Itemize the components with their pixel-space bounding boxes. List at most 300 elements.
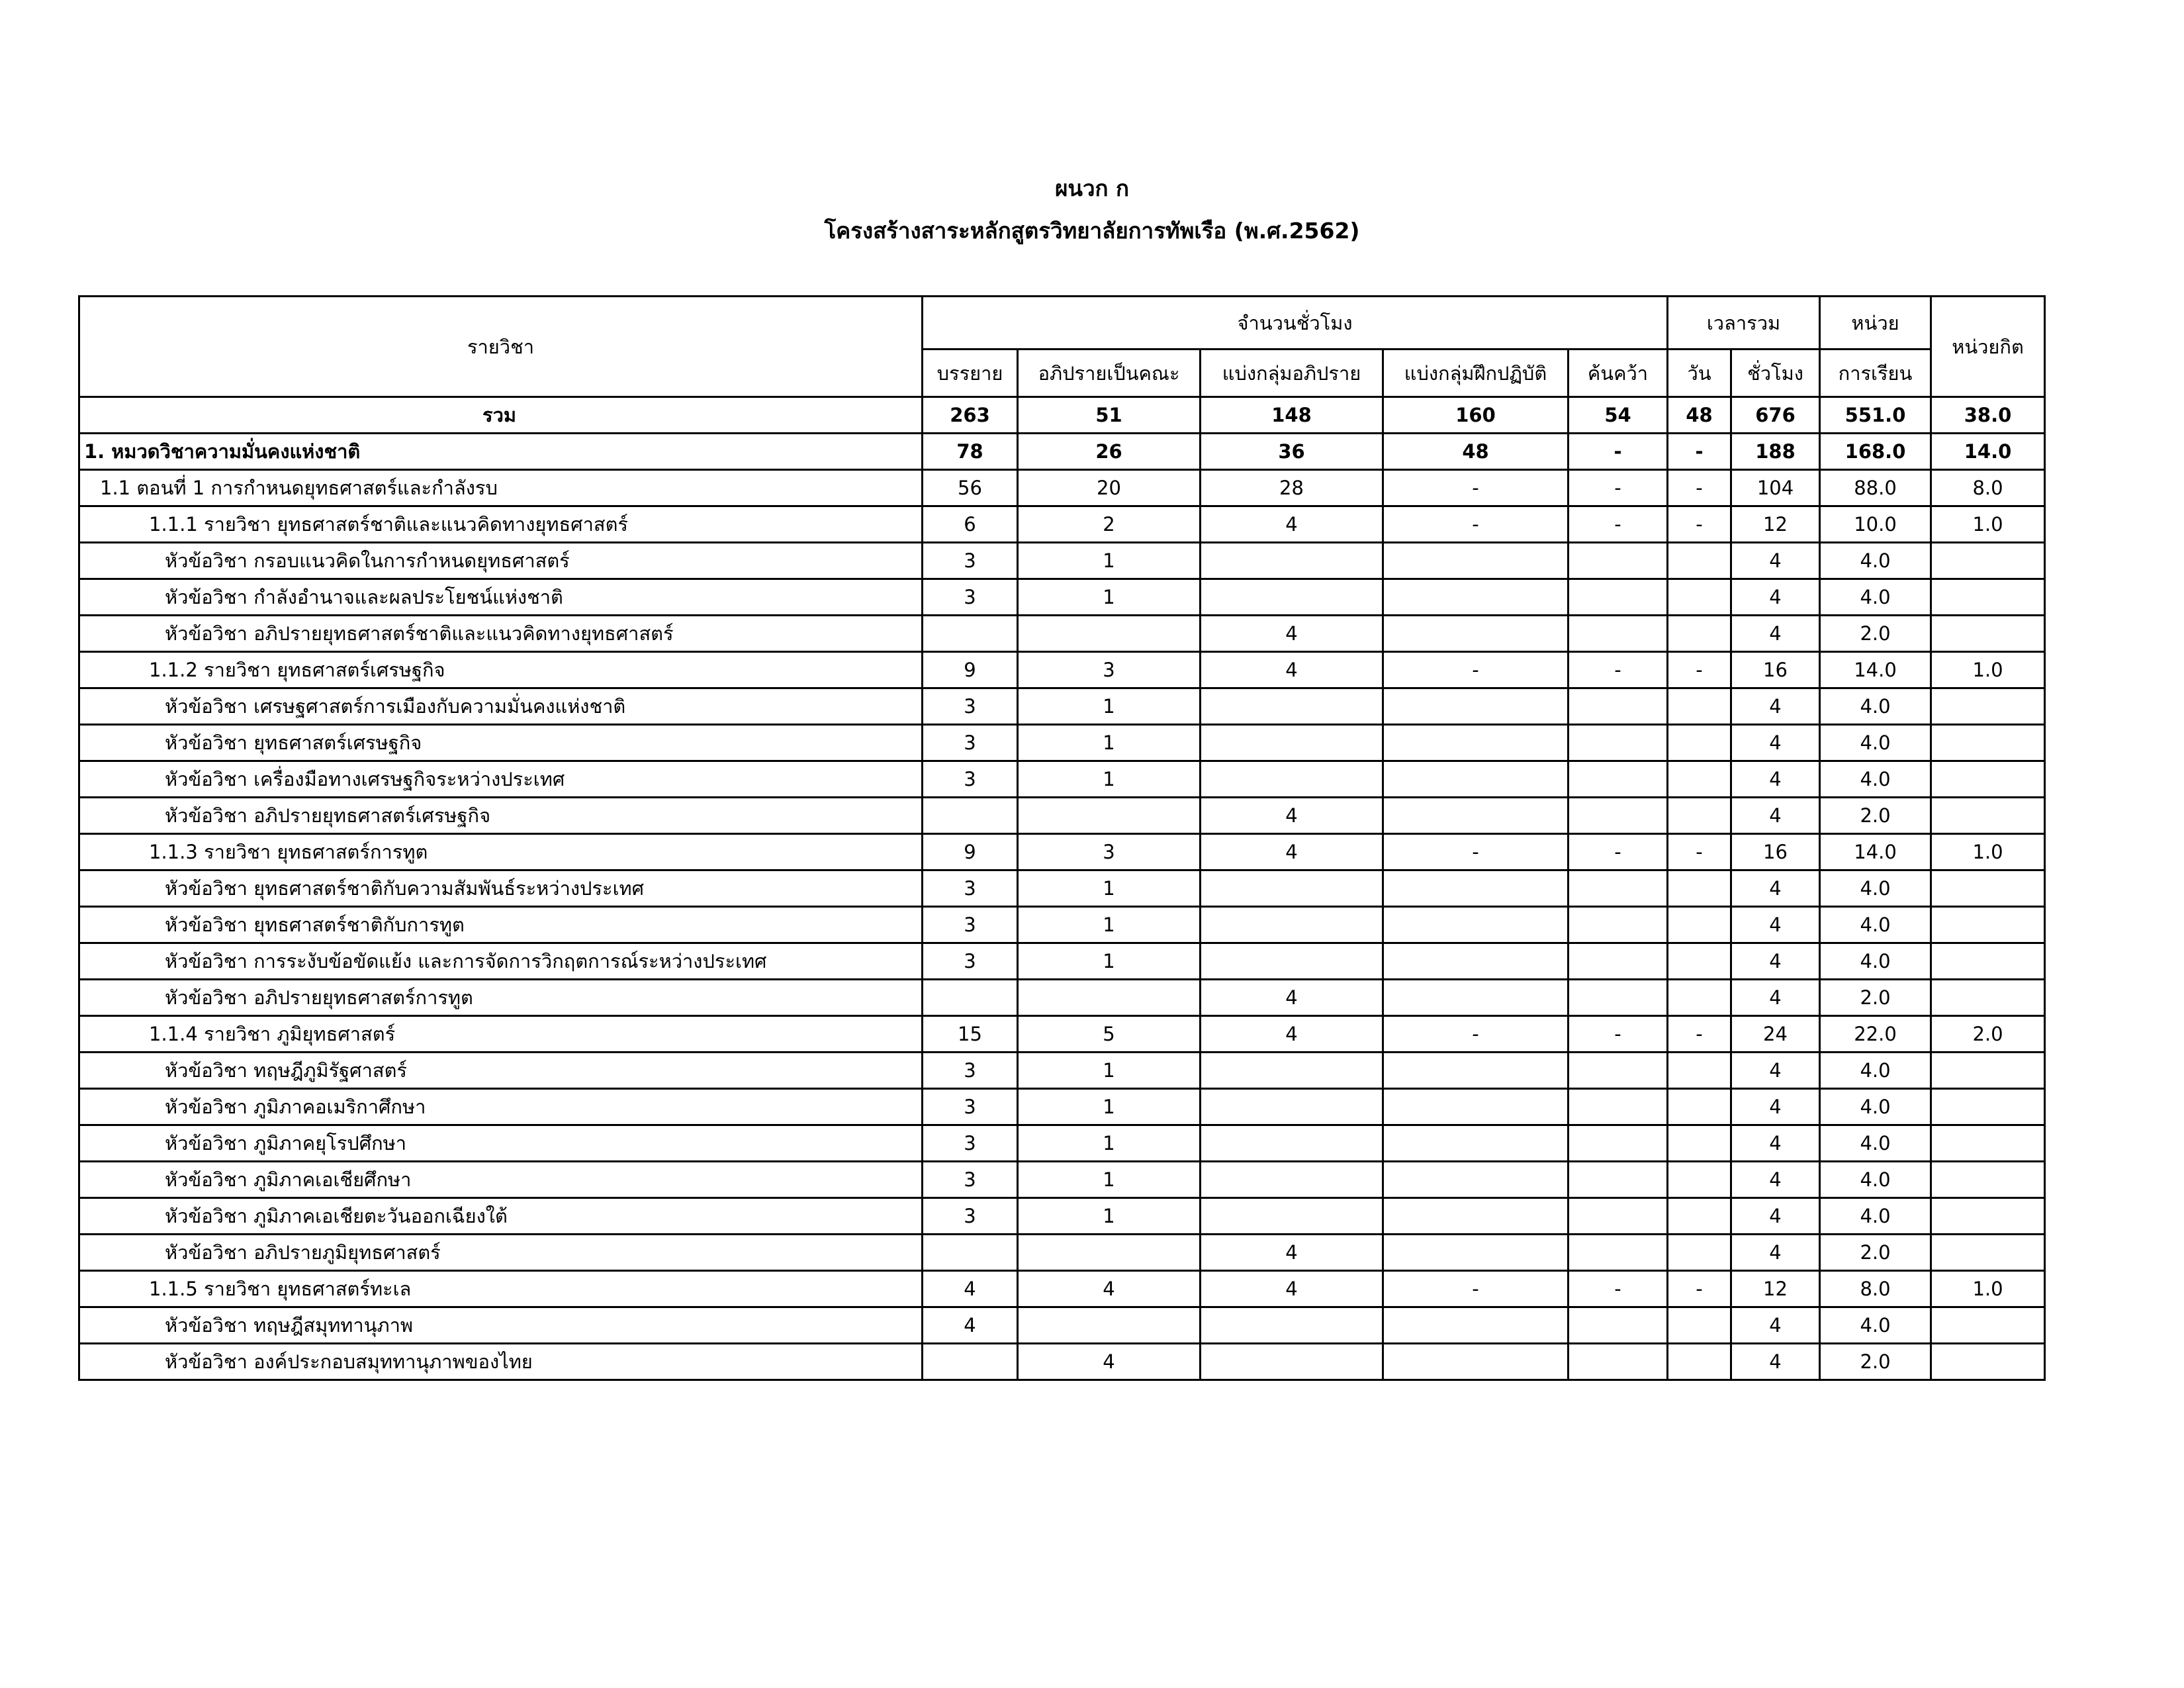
row-subject-cell: 1.1.1 รายวิชา ยุทธศาสตร์ชาติและแนวคิดทางยุทธศาสตร์ xyxy=(79,506,923,543)
header-subgroup-practice: แบ่งกลุ่มฝึกปฏิบัติ xyxy=(1383,350,1569,397)
cell-learning-units: 14.0 xyxy=(1820,652,1931,688)
table-row xyxy=(79,1016,2045,1053)
cell-days: - xyxy=(1668,1016,1731,1053)
cell-research xyxy=(1569,725,1668,761)
cell-subgroup-discussion xyxy=(1201,870,1383,907)
table-row xyxy=(79,1307,2045,1344)
cell-subgroup-discussion xyxy=(1201,1198,1383,1235)
cell-research xyxy=(1569,616,1668,652)
document-title: ผนวก ก xyxy=(1055,175,1129,201)
header-units-top: หน่วย xyxy=(1820,297,1931,350)
cell-days: 48 xyxy=(1668,397,1731,434)
cell-activity-units: 14.0 xyxy=(1931,434,2045,470)
cell-subgroup-practice xyxy=(1383,579,1569,616)
cell-subgroup-practice xyxy=(1383,1053,1569,1089)
cell-hours: 4 xyxy=(1731,943,1820,980)
cell-lecture xyxy=(923,1344,1018,1380)
row-subject-cell: หัวข้อวิชา ภูมิภาคเอเชียศึกษา xyxy=(79,1162,923,1198)
cell-hours: 104 xyxy=(1731,470,1820,506)
cell-activity-units xyxy=(1931,1053,2045,1089)
cell-lecture xyxy=(923,980,1018,1016)
cell-research xyxy=(1569,579,1668,616)
cell-research: - xyxy=(1569,434,1668,470)
cell-research: - xyxy=(1569,506,1668,543)
header-subject: รายวิชา xyxy=(79,297,923,397)
cell-subgroup-practice xyxy=(1383,1344,1569,1380)
cell-hours: 4 xyxy=(1731,688,1820,725)
cell-subgroup-discussion: 4 xyxy=(1201,652,1383,688)
cell-learning-units: 4.0 xyxy=(1820,688,1931,725)
header-hours-group: จำนวนชั่วโมง xyxy=(923,297,1668,350)
cell-learning-units: 2.0 xyxy=(1820,616,1931,652)
cell-group-discussion: 1 xyxy=(1018,1125,1201,1162)
cell-activity-units: 8.0 xyxy=(1931,470,2045,506)
cell-hours: 4 xyxy=(1731,761,1820,798)
header-lecture: บรรยาย xyxy=(923,350,1018,397)
cell-days xyxy=(1668,1125,1731,1162)
cell-activity-units xyxy=(1931,1344,2045,1380)
cell-hours: 24 xyxy=(1731,1016,1820,1053)
cell-research: - xyxy=(1569,1271,1668,1307)
cell-subgroup-discussion: 4 xyxy=(1201,980,1383,1016)
cell-days: - xyxy=(1668,434,1731,470)
cell-subgroup-practice xyxy=(1383,798,1569,834)
cell-subgroup-practice: 160 xyxy=(1383,397,1569,434)
table-row xyxy=(79,1271,2045,1307)
row-subject-cell: 1.1 ตอนที่ 1 การกำหนดยุทธศาสตร์และกำลังรบ xyxy=(79,470,923,506)
cell-days xyxy=(1668,579,1731,616)
cell-days xyxy=(1668,1235,1731,1271)
row-subject-cell: 1.1.5 รายวิชา ยุทธศาสตร์ทะเล xyxy=(79,1271,923,1307)
cell-learning-units: 4.0 xyxy=(1820,725,1931,761)
cell-days xyxy=(1668,1344,1731,1380)
cell-subgroup-discussion xyxy=(1201,1162,1383,1198)
table-row xyxy=(79,943,2045,980)
table-row xyxy=(79,761,2045,798)
cell-activity-units: 2.0 xyxy=(1931,1016,2045,1053)
cell-lecture: 56 xyxy=(923,470,1018,506)
cell-learning-units: 4.0 xyxy=(1820,761,1931,798)
table-row xyxy=(79,1162,2045,1198)
cell-research xyxy=(1569,688,1668,725)
header-activity-units: หน่วยกิต xyxy=(1931,297,2045,397)
cell-subgroup-discussion xyxy=(1201,907,1383,943)
cell-subgroup-practice xyxy=(1383,1125,1569,1162)
cell-activity-units xyxy=(1931,688,2045,725)
cell-lecture: 3 xyxy=(923,579,1018,616)
row-subject-cell: 1. หมวดวิชาความมั่นคงแห่งชาติ xyxy=(79,434,923,470)
cell-subgroup-discussion: 4 xyxy=(1201,1271,1383,1307)
table-row xyxy=(79,907,2045,943)
cell-lecture: 3 xyxy=(923,1162,1018,1198)
cell-subgroup-discussion: 4 xyxy=(1201,616,1383,652)
cell-learning-units: 4.0 xyxy=(1820,907,1931,943)
table-row xyxy=(79,870,2045,907)
row-subject-cell: หัวข้อวิชา กรอบแนวคิดในการกำหนดยุทธศาสตร์ xyxy=(79,543,923,579)
cell-activity-units xyxy=(1931,870,2045,907)
cell-learning-units: 4.0 xyxy=(1820,1089,1931,1125)
row-subject-cell: หัวข้อวิชา ภูมิภาคเอเชียตะวันออกเฉียงใต้ xyxy=(79,1198,923,1235)
row-subject-cell: 1.1.3 รายวิชา ยุทธศาสตร์การทูต xyxy=(79,834,923,870)
cell-subgroup-discussion xyxy=(1201,1125,1383,1162)
row-subject-cell: หัวข้อวิชา กำลังอำนาจและผลประโยชน์แห่งชาติ xyxy=(79,579,923,616)
cell-group-discussion: 1 xyxy=(1018,543,1201,579)
cell-days: - xyxy=(1668,1271,1731,1307)
row-subject-cell: หัวข้อวิชา อภิปรายยุทธศาสตร์เศรษฐกิจ xyxy=(79,798,923,834)
cell-subgroup-practice xyxy=(1383,870,1569,907)
cell-subgroup-practice xyxy=(1383,980,1569,1016)
cell-hours: 4 xyxy=(1731,579,1820,616)
table-row xyxy=(79,1053,2045,1089)
cell-research xyxy=(1569,1344,1668,1380)
cell-hours: 4 xyxy=(1731,798,1820,834)
cell-lecture: 3 xyxy=(923,1125,1018,1162)
cell-activity-units xyxy=(1931,943,2045,980)
cell-hours: 12 xyxy=(1731,506,1820,543)
header-group-discussion: อภิปรายเป็นคณะ xyxy=(1018,350,1201,397)
cell-lecture: 3 xyxy=(923,761,1018,798)
cell-lecture: 3 xyxy=(923,870,1018,907)
cell-subgroup-discussion: 4 xyxy=(1201,834,1383,870)
cell-days xyxy=(1668,761,1731,798)
cell-activity-units xyxy=(1931,1307,2045,1344)
cell-learning-units: 2.0 xyxy=(1820,1344,1931,1380)
cell-activity-units: 1.0 xyxy=(1931,506,2045,543)
cell-group-discussion: 4 xyxy=(1018,1271,1201,1307)
cell-activity-units xyxy=(1931,616,2045,652)
cell-research xyxy=(1569,907,1668,943)
cell-days xyxy=(1668,1307,1731,1344)
cell-subgroup-discussion xyxy=(1201,725,1383,761)
cell-lecture: 78 xyxy=(923,434,1018,470)
cell-lecture: 3 xyxy=(923,543,1018,579)
cell-lecture xyxy=(923,1235,1018,1271)
cell-lecture: 15 xyxy=(923,1016,1018,1053)
row-subject-cell: หัวข้อวิชา ยุทธศาสตร์ชาติกับการทูต xyxy=(79,907,923,943)
header-subgroup-discussion: แบ่งกลุ่มอภิปราย xyxy=(1201,350,1383,397)
cell-subgroup-discussion: 28 xyxy=(1201,470,1383,506)
cell-hours: 4 xyxy=(1731,1125,1820,1162)
cell-days xyxy=(1668,870,1731,907)
cell-subgroup-discussion: 4 xyxy=(1201,506,1383,543)
cell-activity-units: 1.0 xyxy=(1931,834,2045,870)
cell-lecture: 4 xyxy=(923,1271,1018,1307)
cell-subgroup-practice: - xyxy=(1383,506,1569,543)
cell-group-discussion xyxy=(1018,980,1201,1016)
cell-hours: 188 xyxy=(1731,434,1820,470)
cell-subgroup-practice xyxy=(1383,1198,1569,1235)
cell-group-discussion: 2 xyxy=(1018,506,1201,543)
cell-learning-units: 22.0 xyxy=(1820,1016,1931,1053)
cell-learning-units: 4.0 xyxy=(1820,1307,1931,1344)
cell-group-discussion: 5 xyxy=(1018,1016,1201,1053)
cell-lecture: 4 xyxy=(923,1307,1018,1344)
cell-hours: 16 xyxy=(1731,652,1820,688)
row-subject-cell: หัวข้อวิชา ยุทธศาสตร์เศรษฐกิจ xyxy=(79,725,923,761)
cell-lecture: 9 xyxy=(923,834,1018,870)
table-row xyxy=(79,1198,2045,1235)
cell-learning-units: 88.0 xyxy=(1820,470,1931,506)
row-subject-cell: หัวข้อวิชา เศรษฐศาสตร์การเมืองกับความมั่นคงแห่งชาติ xyxy=(79,688,923,725)
cell-subgroup-practice xyxy=(1383,1089,1569,1125)
cell-group-discussion: 1 xyxy=(1018,1162,1201,1198)
cell-activity-units xyxy=(1931,543,2045,579)
cell-subgroup-practice: - xyxy=(1383,1271,1569,1307)
table-row xyxy=(79,506,2045,543)
cell-hours: 4 xyxy=(1731,1344,1820,1380)
table-row xyxy=(79,980,2045,1016)
cell-hours: 4 xyxy=(1731,1162,1820,1198)
cell-activity-units xyxy=(1931,798,2045,834)
cell-activity-units: 1.0 xyxy=(1931,652,2045,688)
cell-activity-units xyxy=(1931,1125,2045,1162)
cell-activity-units xyxy=(1931,1089,2045,1125)
cell-lecture: 6 xyxy=(923,506,1018,543)
cell-subgroup-practice xyxy=(1383,761,1569,798)
table-row xyxy=(79,725,2045,761)
cell-lecture: 3 xyxy=(923,1089,1018,1125)
cell-lecture: 3 xyxy=(923,1053,1018,1089)
cell-activity-units xyxy=(1931,1235,2045,1271)
cell-days: - xyxy=(1668,834,1731,870)
table-row xyxy=(79,579,2045,616)
cell-research: - xyxy=(1569,470,1668,506)
cell-subgroup-discussion xyxy=(1201,943,1383,980)
cell-research xyxy=(1569,1125,1668,1162)
cell-subgroup-discussion: 148 xyxy=(1201,397,1383,434)
table-row xyxy=(79,1235,2045,1271)
cell-research: 54 xyxy=(1569,397,1668,434)
cell-subgroup-practice: - xyxy=(1383,652,1569,688)
cell-hours: 4 xyxy=(1731,725,1820,761)
cell-lecture: 3 xyxy=(923,1198,1018,1235)
cell-research xyxy=(1569,1307,1668,1344)
cell-group-discussion xyxy=(1018,1235,1201,1271)
cell-days xyxy=(1668,725,1731,761)
cell-research xyxy=(1569,943,1668,980)
cell-group-discussion: 1 xyxy=(1018,579,1201,616)
cell-activity-units: 1.0 xyxy=(1931,1271,2045,1307)
table-row xyxy=(79,397,2045,434)
row-subject-cell: หัวข้อวิชา อภิปรายยุทธศาสตร์ชาติและแนวคิดทางยุทธศาสตร์ xyxy=(79,616,923,652)
table-body xyxy=(79,397,2045,1380)
cell-group-discussion: 1 xyxy=(1018,1053,1201,1089)
cell-hours: 4 xyxy=(1731,1307,1820,1344)
cell-subgroup-discussion: 4 xyxy=(1201,1235,1383,1271)
cell-hours: 4 xyxy=(1731,1089,1820,1125)
table-row xyxy=(79,543,2045,579)
cell-group-discussion: 1 xyxy=(1018,943,1201,980)
cell-subgroup-practice xyxy=(1383,543,1569,579)
cell-days xyxy=(1668,1198,1731,1235)
table-row xyxy=(79,1344,2045,1380)
cell-subgroup-discussion xyxy=(1201,1344,1383,1380)
cell-research xyxy=(1569,761,1668,798)
cell-research xyxy=(1569,1198,1668,1235)
cell-days: - xyxy=(1668,470,1731,506)
table-row xyxy=(79,616,2045,652)
cell-research: - xyxy=(1569,1016,1668,1053)
cell-group-discussion xyxy=(1018,798,1201,834)
document-subtitle: โครงสร้างสาระหลักสูตรวิทยาลัยการทัพเรือ (พ.ศ.2562) xyxy=(824,218,1360,244)
header-units-bottom: การเรียน xyxy=(1820,350,1931,397)
cell-research xyxy=(1569,1089,1668,1125)
cell-research xyxy=(1569,1235,1668,1271)
row-subject-cell: หัวข้อวิชา ทฤษฎีภูมิรัฐศาสตร์ xyxy=(79,1053,923,1089)
cell-hours: 4 xyxy=(1731,1198,1820,1235)
cell-activity-units: 38.0 xyxy=(1931,397,2045,434)
cell-subgroup-discussion xyxy=(1201,543,1383,579)
cell-subgroup-practice xyxy=(1383,1162,1569,1198)
cell-subgroup-practice xyxy=(1383,616,1569,652)
cell-lecture: 3 xyxy=(923,943,1018,980)
cell-hours: 4 xyxy=(1731,870,1820,907)
cell-hours: 4 xyxy=(1731,1235,1820,1271)
cell-subgroup-practice: - xyxy=(1383,470,1569,506)
cell-hours: 12 xyxy=(1731,1271,1820,1307)
cell-group-discussion: 1 xyxy=(1018,1089,1201,1125)
cell-lecture: 9 xyxy=(923,652,1018,688)
cell-lecture xyxy=(923,798,1018,834)
row-subject-cell: 1.1.4 รายวิชา ภูมิยุทธศาสตร์ xyxy=(79,1016,923,1053)
row-subject-cell: 1.1.2 รายวิชา ยุทธศาสตร์เศรษฐกิจ xyxy=(79,652,923,688)
cell-research: - xyxy=(1569,834,1668,870)
cell-days xyxy=(1668,798,1731,834)
row-subject-cell: หัวข้อวิชา อภิปรายภูมิยุทธศาสตร์ xyxy=(79,1235,923,1271)
cell-subgroup-practice xyxy=(1383,725,1569,761)
cell-activity-units xyxy=(1931,579,2045,616)
cell-research xyxy=(1569,543,1668,579)
cell-subgroup-discussion xyxy=(1201,1089,1383,1125)
cell-days xyxy=(1668,907,1731,943)
cell-group-discussion: 20 xyxy=(1018,470,1201,506)
cell-lecture xyxy=(923,616,1018,652)
cell-learning-units: 4.0 xyxy=(1820,1053,1931,1089)
cell-subgroup-discussion: 4 xyxy=(1201,1016,1383,1053)
cell-activity-units xyxy=(1931,1162,2045,1198)
cell-hours: 676 xyxy=(1731,397,1820,434)
cell-group-discussion: 1 xyxy=(1018,761,1201,798)
cell-subgroup-discussion xyxy=(1201,1053,1383,1089)
cell-lecture: 3 xyxy=(923,725,1018,761)
cell-learning-units: 2.0 xyxy=(1820,980,1931,1016)
cell-learning-units: 4.0 xyxy=(1820,543,1931,579)
cell-learning-units: 4.0 xyxy=(1820,870,1931,907)
cell-learning-units: 551.0 xyxy=(1820,397,1931,434)
cell-activity-units xyxy=(1931,761,2045,798)
cell-hours: 4 xyxy=(1731,980,1820,1016)
cell-research xyxy=(1569,1162,1668,1198)
cell-learning-units: 14.0 xyxy=(1820,834,1931,870)
cell-group-discussion: 3 xyxy=(1018,834,1201,870)
cell-subgroup-practice: - xyxy=(1383,1016,1569,1053)
table-row xyxy=(79,688,2045,725)
table-row xyxy=(79,652,2045,688)
cell-learning-units: 4.0 xyxy=(1820,1162,1931,1198)
cell-group-discussion: 1 xyxy=(1018,907,1201,943)
cell-group-discussion: 26 xyxy=(1018,434,1201,470)
cell-days xyxy=(1668,616,1731,652)
cell-learning-units: 2.0 xyxy=(1820,798,1931,834)
cell-learning-units: 4.0 xyxy=(1820,579,1931,616)
row-subject-cell: หัวข้อวิชา องค์ประกอบสมุททานุภาพของไทย xyxy=(79,1344,923,1380)
cell-days: - xyxy=(1668,652,1731,688)
cell-subgroup-practice: - xyxy=(1383,834,1569,870)
cell-group-discussion: 51 xyxy=(1018,397,1201,434)
row-subject-cell: หัวข้อวิชา ยุทธศาสตร์ชาติกับความสัมพันธ์ระหว่างประเทศ xyxy=(79,870,923,907)
table-row xyxy=(79,834,2045,870)
cell-days xyxy=(1668,943,1731,980)
cell-subgroup-discussion xyxy=(1201,688,1383,725)
cell-activity-units xyxy=(1931,907,2045,943)
cell-lecture: 3 xyxy=(923,688,1018,725)
row-subject-cell: รวม xyxy=(79,397,923,434)
cell-group-discussion: 3 xyxy=(1018,652,1201,688)
row-subject-cell: หัวข้อวิชา เครื่องมือทางเศรษฐกิจระหว่างประเทศ xyxy=(79,761,923,798)
cell-learning-units: 4.0 xyxy=(1820,943,1931,980)
table-row xyxy=(79,798,2045,834)
cell-days xyxy=(1668,688,1731,725)
cell-group-discussion: 1 xyxy=(1018,688,1201,725)
cell-activity-units xyxy=(1931,1198,2045,1235)
cell-hours: 4 xyxy=(1731,907,1820,943)
cell-learning-units: 2.0 xyxy=(1820,1235,1931,1271)
cell-days xyxy=(1668,1089,1731,1125)
cell-subgroup-practice xyxy=(1383,1307,1569,1344)
cell-subgroup-discussion: 36 xyxy=(1201,434,1383,470)
cell-subgroup-discussion xyxy=(1201,579,1383,616)
cell-lecture: 263 xyxy=(923,397,1018,434)
cell-research: - xyxy=(1569,652,1668,688)
cell-lecture: 3 xyxy=(923,907,1018,943)
cell-group-discussion: 1 xyxy=(1018,725,1201,761)
curriculum-table xyxy=(78,295,2046,1381)
row-subject-cell: หัวข้อวิชา ภูมิภาคอเมริกาศึกษา xyxy=(79,1089,923,1125)
cell-subgroup-practice xyxy=(1383,688,1569,725)
cell-subgroup-practice xyxy=(1383,907,1569,943)
cell-activity-units xyxy=(1931,725,2045,761)
cell-research xyxy=(1569,980,1668,1016)
cell-research xyxy=(1569,798,1668,834)
cell-days xyxy=(1668,543,1731,579)
table-row xyxy=(79,434,2045,470)
cell-group-discussion xyxy=(1018,616,1201,652)
header-hours: ชั่วโมง xyxy=(1731,350,1820,397)
cell-subgroup-practice xyxy=(1383,943,1569,980)
cell-group-discussion: 1 xyxy=(1018,870,1201,907)
cell-research xyxy=(1569,1053,1668,1089)
cell-group-discussion xyxy=(1018,1307,1201,1344)
header-total-time: เวลารวม xyxy=(1668,297,1820,350)
table-row xyxy=(79,1125,2045,1162)
cell-group-discussion: 1 xyxy=(1018,1198,1201,1235)
row-subject-cell: หัวข้อวิชา ทฤษฎีสมุททานุภาพ xyxy=(79,1307,923,1344)
header-days: วัน xyxy=(1668,350,1731,397)
cell-research xyxy=(1569,870,1668,907)
cell-subgroup-discussion xyxy=(1201,1307,1383,1344)
cell-days: - xyxy=(1668,506,1731,543)
cell-subgroup-discussion: 4 xyxy=(1201,798,1383,834)
cell-hours: 4 xyxy=(1731,1053,1820,1089)
cell-days xyxy=(1668,1162,1731,1198)
cell-subgroup-practice xyxy=(1383,1235,1569,1271)
cell-hours: 16 xyxy=(1731,834,1820,870)
cell-group-discussion: 4 xyxy=(1018,1344,1201,1380)
cell-subgroup-practice: 48 xyxy=(1383,434,1569,470)
table-row xyxy=(79,1089,2045,1125)
header-research: ค้นคว้า xyxy=(1569,350,1668,397)
row-subject-cell: หัวข้อวิชา การระงับข้อขัดแย้ง และการจัดการวิกฤตการณ์ระหว่างประเทศ xyxy=(79,943,923,980)
